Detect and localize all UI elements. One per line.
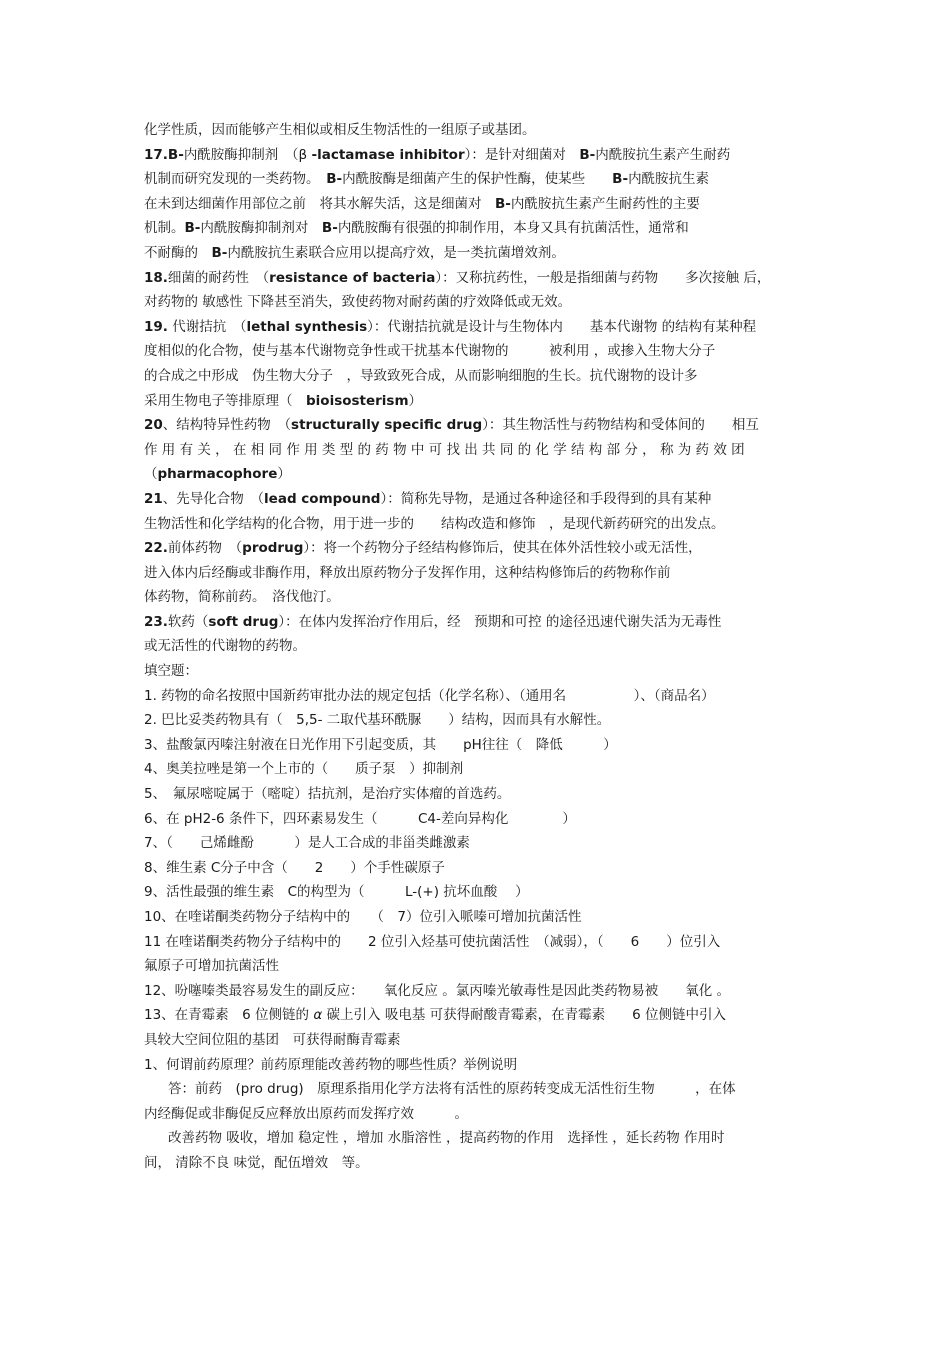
text-line (144, 684, 806, 709)
text-run: 10、在喹诺酮类药物分子结构中的 （ 7）位引入哌嗪可增加抗菌活性 (144, 909, 582, 925)
text-line (144, 339, 806, 364)
text-line (144, 167, 806, 192)
text-run: 的合成之中形成 伪生物大分子 ，导致致死合成，从而影响细胞的生长。抗代谢物的设计多 (144, 367, 698, 384)
text-line (144, 118, 806, 143)
text-line (144, 561, 806, 586)
text-run: 、先导化合物 （ (162, 490, 265, 507)
bold-term: 17.B- (144, 146, 184, 163)
text-run: 软药（ (167, 613, 209, 630)
text-line (144, 733, 806, 758)
bold-term: prodrug (242, 540, 304, 557)
bold-term: B- (326, 171, 343, 188)
text-line (144, 831, 806, 856)
text-run: 答：前药 (pro drug) 原理系指用化学方法将有活性的原药转变成无活性衍生物 ，在体 (168, 1081, 736, 1098)
text-run: ）：在体内发挥治疗作用后，经 预期和可控 的途径迅速代谢失活为无毒性 (278, 613, 722, 630)
text-run: 内酰胺抗生素产生耐药 (595, 146, 731, 163)
text-line (144, 143, 806, 168)
text-line (144, 512, 806, 537)
text-line (144, 216, 806, 241)
bold-term: 23. (144, 613, 168, 630)
text-line (144, 634, 806, 659)
bold-term: B- (612, 171, 629, 188)
text-run: 具较大空间位阻的基团 可获得耐酶青霉素 (144, 1031, 401, 1048)
text-run: （ (144, 466, 158, 483)
text-line (144, 979, 806, 1004)
text-line (144, 1126, 806, 1151)
bold-term: B- (184, 220, 201, 237)
text-run: ）：其生物活性与药物结构和受体间的 相互 (482, 417, 759, 434)
text-run: 碳上引入 吸电基 可获得耐酸青霉素，在青霉素 6 位侧链中引入 (322, 1007, 727, 1024)
text-line (144, 266, 806, 291)
text-run: 代谢拮抗 （ (167, 318, 247, 335)
text-run: 间， 清除不良 味觉，配伍增效 等。 (144, 1154, 369, 1171)
text-run: 不耐酶的 (144, 244, 212, 261)
text-run: ）：又称抗药性，一般是指细菌与药物 多次接触 后， (435, 269, 771, 286)
text-line (144, 757, 806, 782)
bold-term: resistance of bacteria (269, 269, 436, 286)
text-line (144, 192, 806, 217)
text-run: 2. 巴比妥类药物具有（ 5,5- 二取代基环酰脲 ）结构，因而具有水解性。 (144, 712, 611, 729)
text-run: 生物活性和化学结构的化合物，用于进一步的 结构改造和修饰 ，是现代新药研究的出发点。 (144, 515, 725, 532)
text-run: 内酰胺酶是细菌产生的保护性酶，使某些 (342, 171, 613, 188)
text-line (144, 708, 806, 733)
text-line (144, 315, 806, 340)
bold-term: lethal synthesis (246, 318, 368, 335)
text-run: 7、（ 己烯雌酚 ）是人工合成的非甾类雌激素 (144, 835, 470, 852)
bold-term: bioisosterism (306, 392, 409, 409)
text-run: 5、 氟尿嘧啶属于（嘧啶）拮抗剂，是治疗实体瘤的首选药。 (144, 786, 511, 803)
text-run: 内酰胺酶抑制剂 （β (183, 146, 312, 163)
text-run: 度相似的化合物，使与基本代谢物竞争性或干扰基本代谢物的 被利用 ，或掺入生物大分子 (144, 343, 716, 360)
text-line (144, 585, 806, 610)
text-run: 9、活性最强的维生素 C的构型为（ L-(+) 抗坏血酸 ） (144, 884, 529, 901)
text-line (144, 659, 806, 684)
text-run: 作 用 有 关 ， 在 相 同 作 用 类 型 的 药 物 中 可 找 出 共 同 的 化 学 结 构 部 分 ， 称 为 药 效 团 (144, 441, 745, 458)
text-run: 体药物，简称前药。 洛伐他汀。 (144, 589, 340, 606)
text-run: 11 在喹诺酮类药物分子结构中的 2 位引入烃基可使抗菌活性 （减弱），（ 6 ）位引入 (144, 933, 721, 950)
text-run: 氟原子可增加抗菌活性 (144, 958, 279, 975)
bold-term: 19. (144, 318, 168, 335)
text-run: 13、在青霉素 6 位侧链的 (144, 1007, 314, 1024)
text-run: 细菌的耐药性 （ (167, 269, 270, 286)
text-run: ）：将一个药物分子经结构修饰后，使其在体外活性较小或无活性， (303, 540, 702, 557)
bold-term: 20 (144, 417, 163, 434)
text-line (144, 930, 806, 955)
text-run: 进入体内后经酶或非酶作用，释放出原药物分子发挥作用，这种结构修饰后的药物称作前 (144, 564, 671, 581)
text-run: ）：简称先导物，是通过各种途径和手段得到的具有某种 (380, 490, 712, 507)
text-line (144, 487, 806, 512)
text-line (144, 1151, 806, 1176)
text-run: 1. 药物的命名按照中国新药审批办法的规定包括（化学名称）、（通用名 ）、（商品名） (144, 687, 715, 704)
bold-term: B- (321, 220, 338, 237)
text-line (144, 438, 806, 463)
text-run: 在未到达细菌作用部位之前 将其水解失活，这是细菌对 (144, 195, 495, 212)
text-line (144, 1102, 806, 1127)
text-run: 3、盐酸氯丙嗪注射液在日光作用下引起变质，其 pH往往（ 降低 ） (144, 736, 617, 753)
text-run: 对药物的 敏感性 下降甚至消失，致使药物对耐药菌的疗效降低或无效。 (144, 294, 572, 311)
bold-term: structurally specific drug (291, 417, 483, 434)
bold-term: pharmacophore (157, 466, 278, 483)
bold-term: B- (579, 146, 596, 163)
bold-term: 18. (144, 269, 168, 286)
text-run: ）：代谢拮抗就是设计与生物体内 基本代谢物 的结构有某种程 (367, 318, 757, 335)
bold-term: -lactamase inhibitor (311, 146, 465, 163)
text-run: 机制而研究发现的一类药物。 (144, 171, 327, 188)
text-line (144, 856, 806, 881)
bold-term: lead compound (264, 490, 381, 507)
text-run: 改善药物 吸收，增加 稳定性 ，增加 水脂溶性 ，提高药物的作用 选择性 ，延长药物 作用时 (168, 1130, 725, 1147)
text-run: 8、维生素 C分子中含（ 2 ）个手性碳原子 (144, 859, 445, 876)
greek-symbol: α (313, 1007, 323, 1024)
text-run: 化学性质，因而能够产生相似或相反生物活性的一组原子或基团。 (144, 122, 536, 138)
bold-term: B- (211, 244, 228, 261)
text-line (144, 389, 806, 414)
text-run: 内酰胺酶有很强的抑制作用，本身又具有抗菌活性，通常和 (337, 220, 689, 237)
text-run: ） (277, 466, 291, 483)
text-run: 机制。 (144, 220, 185, 237)
text-line (144, 954, 806, 979)
text-run: 内经酶促或非酶促反应释放出原药而发挥疗效 。 (144, 1105, 468, 1122)
text-line (144, 1003, 806, 1028)
document-body (144, 118, 806, 1176)
text-line (144, 782, 806, 807)
text-run: 6、在 pH2-6 条件下，四环素易发生（ C4-差向异构化 ） (144, 810, 576, 827)
text-line (144, 905, 806, 930)
text-run: 1、何谓前药原理？前药原理能改善药物的哪些性质？举例说明 (144, 1056, 518, 1073)
text-run: 前体药物 （ (167, 540, 243, 557)
text-line (144, 880, 806, 905)
text-line (144, 462, 806, 487)
text-line (144, 807, 806, 832)
text-line (144, 536, 806, 561)
text-line (144, 364, 806, 389)
bold-term: 22. (144, 540, 168, 557)
text-run: ）：是针对细菌对 (464, 146, 580, 163)
text-run: 4、奥美拉唑是第一个上市的（ 质子泵 ）抑制剂 (144, 761, 464, 778)
text-line (144, 241, 806, 266)
bold-term: 21 (144, 490, 163, 507)
text-run: 内酰胺酶抑制剂对 (200, 220, 322, 237)
text-run: 12、吩噻嗪类最容易发生的副反应： 氧化反应 。氯丙嗪光敏毒性是因此类药物易被 氧化 。 (144, 982, 731, 999)
text-line (144, 610, 806, 635)
text-run: 内酰胺抗生素产生耐药性的主要 (510, 195, 700, 212)
bold-term: B- (495, 195, 511, 212)
text-line (144, 1077, 806, 1102)
text-run: 采用生物电子等排原理（ (144, 392, 306, 409)
text-line (144, 290, 806, 315)
text-run: 内酰胺抗生素 (628, 171, 710, 188)
text-line (144, 1053, 806, 1078)
text-line (144, 1028, 806, 1053)
text-run: ） (408, 392, 423, 409)
text-run: 或无活性的代谢物的药物。 (144, 638, 306, 655)
bold-term: soft drug (208, 613, 279, 630)
text-run: 、结构特异性药物 （ (162, 417, 292, 434)
text-line (144, 413, 806, 438)
text-run: 填空题： (144, 663, 198, 680)
text-run: 内酰胺抗生素联合应用以提高疗效，是一类抗菌增效剂。 (227, 244, 565, 261)
